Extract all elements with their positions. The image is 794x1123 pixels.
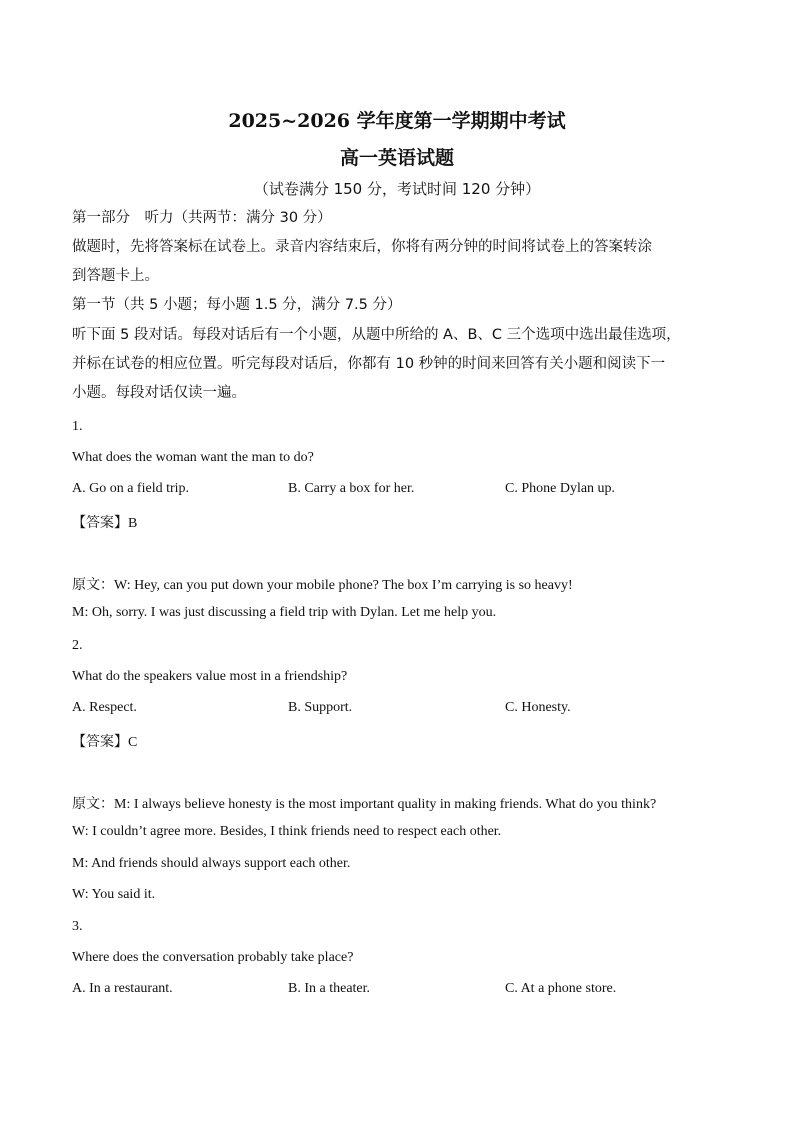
section1-line1: 听下面 5 段对话。每段对话后有一个小题，从题中所给的 A、B、C 三个选项中选出最佳选项， xyxy=(72,327,681,343)
q2-transcript-line1 xyxy=(72,793,656,813)
transcript-label: 原文： xyxy=(72,796,114,812)
transcript-text: W: Hey, can you put down your mobile phone? The box I’m carrying is so heavy! xyxy=(114,578,573,593)
exam-note: （试卷满分 150 分，考试时间 120 分钟） xyxy=(253,180,541,198)
section1-line2: 并标在试卷的相应位置。听完每段对话后，你都有 10 秒钟的时间来回答有关小题和阅读下一 xyxy=(72,356,666,372)
transcript-label: 原文： xyxy=(72,577,114,593)
q1-question: What does the woman want the man to do? xyxy=(72,450,314,465)
q3-question: Where does the conversation probably take place? xyxy=(72,950,354,965)
q3-option-a: A. In a restaurant. xyxy=(72,981,173,996)
part1-heading: 第一部分 听力（共两节：满分 30 分） xyxy=(72,210,332,226)
q2-transcript-line3: M: And friends should always support each other. xyxy=(72,856,351,871)
answer-letter: C xyxy=(128,735,138,750)
answer-letter: B xyxy=(128,516,138,531)
q1-option-b: B. Carry a box for her. xyxy=(288,481,415,496)
q1-number: 1. xyxy=(72,419,83,434)
q2-transcript-line4: W: You said it. xyxy=(72,887,156,902)
section1-heading: 第一节（共 5 小题；每小题 1.5 分，满分 7.5 分） xyxy=(72,297,402,313)
q2-option-c: C. Honesty. xyxy=(505,700,571,715)
q2-option-a: A. Respect. xyxy=(72,700,137,715)
q2-number: 2. xyxy=(72,638,83,653)
transcript-text: M: I always believe honesty is the most important quality in making friends. What do you think? xyxy=(114,797,657,812)
exam-title: 2025~2026 学年度第一学期期中考试 xyxy=(228,110,566,132)
q1-transcript-line1 xyxy=(72,574,573,594)
q2-option-b: B. Support. xyxy=(288,700,353,715)
q3-number: 3. xyxy=(72,919,83,934)
answer-label: 【答案】 xyxy=(72,734,128,750)
answer-label: 【答案】 xyxy=(72,515,128,531)
q2-transcript-line2: W: I couldn’t agree more. Besides, I think friends need to respect each other. xyxy=(72,824,502,839)
q1-answer xyxy=(72,512,137,532)
q3-option-c: C. At a phone store. xyxy=(505,981,617,996)
part1-instructions-line2: 到答题卡上。 xyxy=(72,268,159,284)
q1-option-a: A. Go on a field trip. xyxy=(72,481,190,496)
q2-answer xyxy=(72,731,137,751)
q1-option-c: C. Phone Dylan up. xyxy=(505,481,616,496)
q1-transcript-line2: M: Oh, sorry. I was just discussing a field trip with Dylan. Let me help you. xyxy=(72,605,497,620)
exam-subtitle: 高一英语试题 xyxy=(339,147,454,169)
section1-line3: 小题。每段对话仅读一遍。 xyxy=(72,385,246,401)
q3-option-b: B. In a theater. xyxy=(288,981,371,996)
q2-question: What do the speakers value most in a friendship? xyxy=(72,669,348,684)
part1-instructions-line1: 做题时，先将答案标在试卷上。录音内容结束后，你将有两分钟的时间将试卷上的答案转涂 xyxy=(72,239,652,255)
